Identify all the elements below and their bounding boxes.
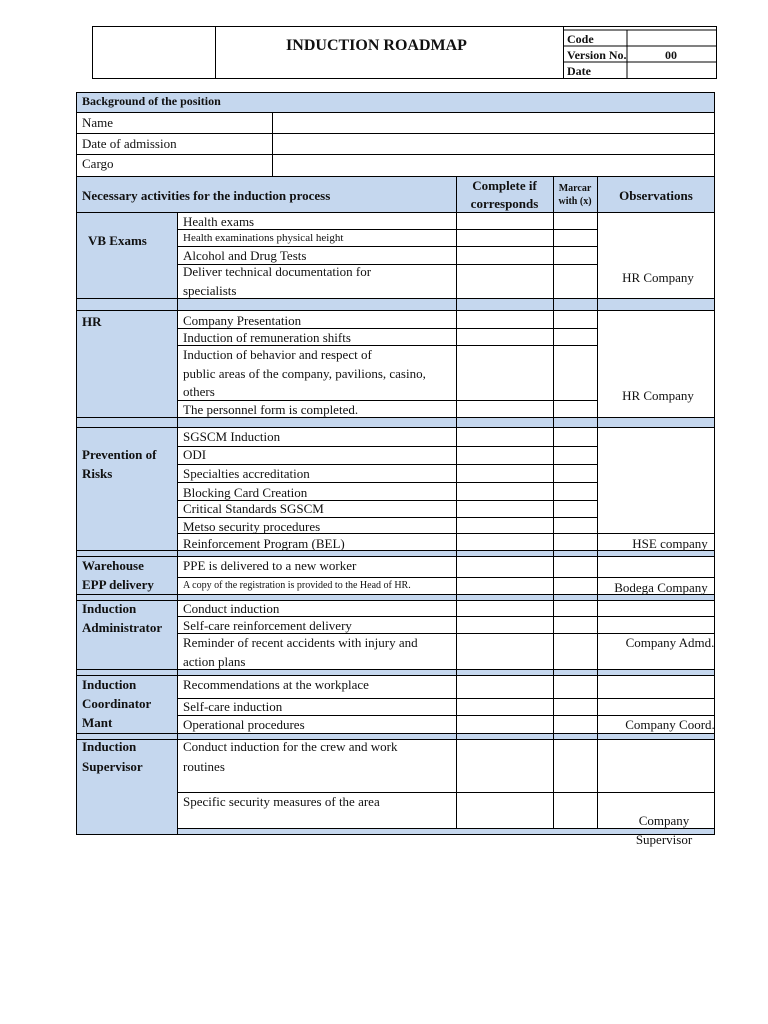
- activities-header: Necessary activities for the induction process: [82, 188, 331, 203]
- section-hr: HR: [82, 314, 102, 329]
- activity-item: Critical Standards SGSCM: [183, 501, 324, 516]
- activity-item: Metso security procedures: [183, 519, 321, 534]
- activity-item: Conduct induction for the crew and work: [183, 739, 398, 754]
- logo-box: [92, 26, 216, 79]
- activity-item: Induction of remuneration shifts: [183, 330, 351, 345]
- version-value[interactable]: 00: [665, 48, 677, 62]
- activity-item: Induction of behavior and respect of: [183, 347, 372, 362]
- activity-item: Specific security measures of the area: [183, 794, 380, 809]
- complete-header-2: corresponds: [470, 196, 539, 211]
- activity-item: Deliver technical documentation for: [183, 264, 372, 279]
- activity-item: Reinforcement Program (BEL): [183, 536, 345, 551]
- activity-item: ODI: [183, 447, 207, 462]
- observation-warehouse: Bodega Company: [614, 580, 708, 595]
- induction-table: [76, 92, 715, 847]
- activity-item: Blocking Card Creation: [183, 485, 308, 500]
- activity-item: SGSCM Induction: [183, 429, 281, 444]
- activity-item: Self-care induction: [183, 699, 283, 714]
- document-title: INDUCTION ROADMAP: [286, 37, 467, 54]
- marcar-header-1: Marcar: [558, 183, 592, 194]
- section-supervisor-line2: Supervisor: [82, 759, 143, 774]
- activity-item: Conduct induction: [183, 601, 280, 616]
- background-heading: Background of the position: [82, 94, 221, 108]
- activity-item: The personnel form is completed.: [183, 402, 359, 417]
- section-coordinator-line3: Mant: [82, 715, 113, 730]
- activity-item: Company Presentation: [183, 313, 302, 328]
- observation-coordinator: Company Coord.: [625, 717, 715, 732]
- section-prevention-line1: Prevention of: [82, 447, 157, 462]
- complete-header-1: Complete if: [472, 178, 537, 193]
- activity-item: routines: [183, 759, 225, 774]
- activity-item: public areas of the company, pavilions, casino,: [183, 366, 426, 381]
- activity-item: Operational procedures: [183, 717, 305, 732]
- section-administrator-line1: Induction: [82, 601, 137, 616]
- activity-item: Health exams: [183, 214, 255, 229]
- section-vb-exams: VB Exams: [88, 233, 147, 248]
- observation-prevention: HSE company: [632, 536, 708, 551]
- observation-vb-exams: HR Company: [622, 270, 694, 285]
- name-label: Name: [82, 115, 114, 130]
- activity-item: action plans: [183, 654, 246, 669]
- activity-item: specialists: [183, 283, 237, 298]
- activity-item: Recommendations at the workplace: [183, 677, 369, 692]
- activity-item: others: [183, 384, 215, 399]
- activity-item: Self-care reinforcement delivery: [183, 618, 352, 633]
- activity-item: Alcohol and Drug Tests: [183, 248, 307, 263]
- section-coordinator-line2: Coordinator: [82, 696, 152, 711]
- observation-administrator: Company Admd.: [625, 635, 715, 650]
- section-coordinator-line1: Induction: [82, 677, 137, 692]
- activity-item: PPE is delivered to a new worker: [183, 558, 357, 573]
- date-label: Date: [567, 64, 591, 78]
- activity-item: Reminder of recent accidents with injury and: [183, 635, 418, 650]
- observation-hr: HR Company: [622, 388, 694, 403]
- marcar-header-2: with (x): [558, 196, 592, 207]
- observations-header: Observations: [619, 188, 693, 203]
- section-prevention-line2: Risks: [82, 466, 113, 481]
- activity-item: Health examinations physical height: [183, 232, 344, 244]
- admission-label: Date of admission: [82, 136, 177, 151]
- section-administrator-line2: Administrator: [82, 620, 163, 635]
- section-warehouse-line1: Warehouse: [82, 558, 144, 573]
- section-warehouse-line2: EPP delivery: [82, 577, 154, 592]
- activity-item: A copy of the registration is provided to the Head of HR.: [183, 580, 411, 591]
- observation-supervisor: Company Supervisor: [635, 813, 693, 847]
- section-supervisor-line1: Induction: [82, 739, 137, 754]
- version-label: Version No.: [567, 48, 627, 62]
- cargo-label: Cargo: [82, 156, 114, 171]
- code-label: Code: [567, 32, 594, 46]
- activity-item: Specialties accreditation: [183, 466, 310, 481]
